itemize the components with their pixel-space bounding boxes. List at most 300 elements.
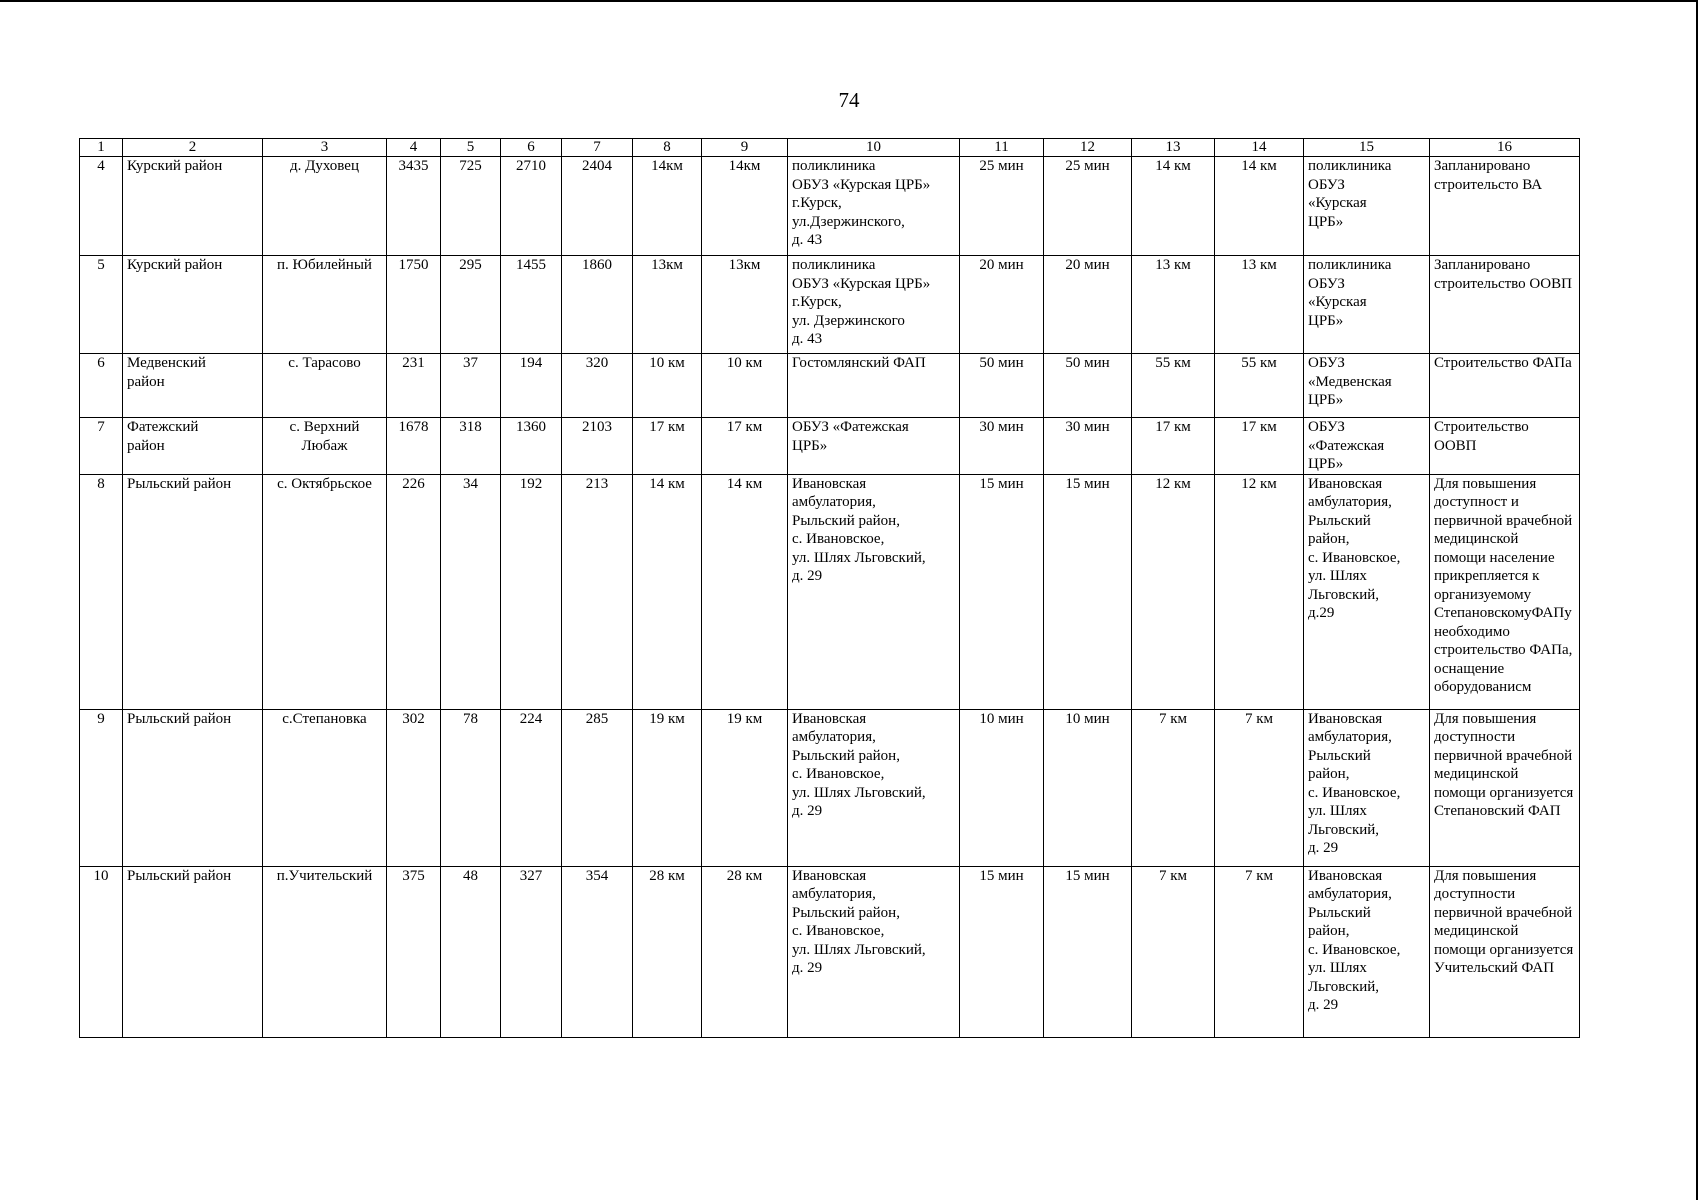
cell-line: 1360 [516, 419, 546, 435]
cell-line: первичной врачебной [1434, 512, 1573, 529]
cell-line: ул. Шлях [1308, 568, 1367, 584]
cell-line: 17 км [649, 419, 685, 435]
cell-nearest-facility [1304, 866, 1430, 1037]
cell-line: медицинской [1434, 766, 1519, 782]
cell-col-5 [441, 418, 501, 475]
cell-col-8 [633, 709, 702, 866]
cell-line: Степановский ФАП [1434, 803, 1561, 819]
data-table [79, 138, 1580, 1038]
cell-district [123, 418, 263, 475]
cell-line: 12 км [1241, 475, 1277, 492]
cell-line: 194 [519, 355, 543, 371]
cell-line: 14 км [1241, 158, 1277, 174]
cell-district [123, 866, 263, 1037]
cell-settlement [263, 157, 387, 256]
cell-col-6 [501, 256, 562, 354]
cell-district [123, 474, 263, 709]
cell-col-8 [633, 474, 702, 709]
cell-line: 12 км [1155, 475, 1191, 492]
cell-line: медицинской [1434, 531, 1519, 547]
cell-col-9 [702, 474, 788, 709]
cell-line: 17 км [1241, 419, 1277, 435]
cell-line: 30 мин [1065, 419, 1110, 435]
cell-col-8 [633, 256, 702, 354]
cell-line: 13 км [1241, 257, 1277, 273]
cell-line: Для повышения [1434, 867, 1537, 884]
cell-line: 55 км [1241, 355, 1277, 371]
cell-line: д. 43 [792, 331, 823, 347]
cell-line: 55 км [1155, 355, 1191, 371]
header-cell-11: 11 [960, 139, 1044, 157]
cell-line: «Медвенская [1308, 373, 1392, 390]
cell-col-6 [501, 157, 562, 256]
table-row [80, 418, 1580, 475]
cell-line: ЦРБ» [1308, 392, 1344, 408]
cell-planned-measures [1430, 418, 1580, 475]
cell-line: с. Ивановское, [1308, 784, 1401, 801]
cell-line: 50 мин [979, 355, 1024, 371]
cell-col-13 [1132, 418, 1215, 475]
cell-line: ОБУЗ [1308, 355, 1345, 371]
cell-row-number [80, 157, 123, 256]
cell-line: Рыльский район [127, 475, 232, 492]
cell-planned-measures [1430, 866, 1580, 1037]
cell-line: амбулатория, [792, 886, 876, 902]
header-cell-14: 14 [1215, 139, 1304, 157]
cell-line: 2710 [516, 158, 546, 174]
cell-line: 50 мин [1065, 355, 1110, 371]
cell-line: 10 км [649, 355, 685, 371]
cell-col-8 [633, 418, 702, 475]
cell-line: Строительство [1434, 419, 1529, 435]
cell-line: 224 [519, 710, 543, 727]
cell-nearest-facility [1304, 256, 1430, 354]
cell-planned-measures [1430, 256, 1580, 354]
cell-nearest-facility [1304, 709, 1430, 866]
cell-col-5 [441, 866, 501, 1037]
cell-col-13 [1132, 354, 1215, 418]
cell-line: Рыльский район [127, 867, 232, 884]
cell-col-9 [702, 866, 788, 1037]
cell-col-6 [501, 866, 562, 1037]
cell-line: Рыльский [1308, 747, 1371, 764]
cell-line: 13 км [1155, 257, 1191, 273]
header-cell-6: 6 [501, 139, 562, 157]
cell-line: Льговский, [1308, 821, 1380, 838]
cell-line: 8 [97, 475, 105, 492]
cell-line: с. Тарасово [288, 355, 361, 371]
cell-line: ул. Шлях Льговский, [792, 941, 926, 958]
cell-line: 13км [651, 257, 683, 273]
cell-district [123, 709, 263, 866]
cell-line: Льговский, [1308, 586, 1380, 603]
cell-line: 2103 [582, 419, 612, 435]
cell-line: 14км [728, 158, 761, 174]
cell-col-6 [501, 418, 562, 475]
cell-nearest-facility [1304, 354, 1430, 418]
cell-col-14 [1215, 709, 1304, 866]
cell-line: 1860 [582, 257, 612, 273]
cell-line: строительство ФАПа, [1434, 642, 1573, 658]
cell-col-8 [633, 866, 702, 1037]
cell-col-5 [441, 157, 501, 256]
cell-line: амбулатория, [1308, 729, 1392, 745]
cell-line: ООВП [1434, 437, 1477, 454]
cell-col-9 [702, 256, 788, 354]
header-cell-3: 3 [263, 139, 387, 157]
cell-line: д. 29 [792, 803, 823, 819]
cell-line: Ивановская [792, 475, 867, 492]
header-cell-5: 5 [441, 139, 501, 157]
cell-line: 20 мин [1065, 257, 1110, 273]
cell-line: 4 [97, 158, 105, 174]
cell-line: 7 км [1158, 710, 1188, 727]
cell-col-14 [1215, 256, 1304, 354]
cell-line: Курский район [127, 158, 223, 174]
page-number: 74 [838, 88, 860, 112]
cell-line: 15 мин [979, 867, 1024, 884]
header-cell-15: 15 [1304, 139, 1430, 157]
cell-line: д. 29 [1308, 997, 1339, 1013]
cell-col-12 [1044, 474, 1132, 709]
cell-line: с. Ивановское, [792, 923, 885, 939]
cell-col-8 [633, 157, 702, 256]
cell-line: 5 [97, 257, 105, 273]
cell-line: оснащение [1434, 660, 1505, 677]
cell-facility [788, 157, 960, 256]
cell-col-7 [562, 866, 633, 1037]
cell-line: 213 [585, 475, 609, 492]
cell-line: оборудованисм [1434, 679, 1532, 695]
cell-line: с. Ивановское, [792, 531, 885, 547]
cell-line: Ивановская [792, 867, 867, 884]
cell-col-4 [387, 256, 441, 354]
cell-line: «Курская [1308, 294, 1367, 310]
cell-line: 14 км [726, 475, 763, 492]
cell-line: строительсто ВА [1434, 176, 1543, 193]
cell-col-7 [562, 256, 633, 354]
header-cell-1: 1 [80, 139, 123, 157]
cell-col-7 [562, 418, 633, 475]
cell-line: ЦРБ» [1308, 312, 1344, 329]
cell-line: ОБУЗ [1308, 176, 1345, 193]
cell-line: Для повышения [1434, 710, 1537, 727]
cell-facility [788, 866, 960, 1037]
cell-line: ОБУЗ «Фатежская [792, 419, 909, 435]
cell-line: 295 [459, 257, 482, 273]
cell-line: помощи организуется [1434, 941, 1574, 958]
cell-col-12 [1044, 256, 1132, 354]
cell-line: Строительство ФАПа [1434, 355, 1572, 371]
cell-line: 3435 [398, 158, 429, 174]
cell-line: Запланировано [1434, 158, 1531, 174]
cell-line: 25 мин [1065, 158, 1110, 174]
cell-line: п. Юбилейный [277, 257, 372, 273]
cell-line: 192 [519, 475, 543, 492]
cell-line: 7 км [1158, 867, 1188, 884]
cell-facility [788, 354, 960, 418]
cell-col-4 [387, 709, 441, 866]
cell-col-9 [702, 418, 788, 475]
cell-col-13 [1132, 474, 1215, 709]
cell-line: Рыльский [1308, 904, 1371, 921]
cell-line: с.Степановка [282, 710, 367, 727]
cell-line: ОБУЗ «Курская ЦРБ» [792, 176, 931, 193]
cell-line: помощи организуется [1434, 784, 1574, 801]
cell-line: Рыльский район, [792, 747, 900, 764]
cell-col-11 [960, 256, 1044, 354]
cell-line: ОБУЗ «Курская ЦРБ» [792, 275, 931, 292]
cell-line: ЦРБ» [792, 437, 828, 454]
cell-line: д. 29 [792, 960, 823, 976]
cell-line: 17 км [726, 419, 763, 435]
cell-col-14 [1215, 157, 1304, 256]
cell-district [123, 157, 263, 256]
cell-col-13 [1132, 256, 1215, 354]
cell-line: 37 [463, 355, 478, 371]
cell-line: Рыльский район, [792, 512, 900, 529]
cell-col-12 [1044, 866, 1132, 1037]
cell-line: Льговский, [1308, 978, 1380, 995]
cell-col-7 [562, 157, 633, 256]
header-cell-2: 2 [123, 139, 263, 157]
cell-line: поликлиника [1308, 257, 1392, 273]
cell-line: амбулатория, [1308, 886, 1392, 902]
cell-line: ЦРБ» [1308, 456, 1344, 472]
cell-line: д.29 [1308, 605, 1335, 621]
cell-col-4 [387, 354, 441, 418]
cell-line: район, [1308, 923, 1350, 939]
cell-line: «Фатежская [1308, 437, 1385, 454]
cell-line: 1678 [398, 419, 429, 435]
scan-border-top [0, 0, 1698, 2]
cell-row-number [80, 709, 123, 866]
cell-col-5 [441, 354, 501, 418]
cell-line: д. 29 [792, 568, 823, 584]
cell-line: 28 км [649, 867, 685, 884]
cell-line: 19 км [649, 710, 685, 727]
cell-col-5 [441, 474, 501, 709]
cell-line: с. Ивановское, [1308, 549, 1401, 566]
cell-line: 10 [93, 867, 109, 884]
cell-line: 10 мин [1065, 710, 1110, 727]
cell-col-4 [387, 474, 441, 709]
cell-line: д. 43 [792, 232, 823, 248]
cell-line: 78 [463, 710, 478, 727]
cell-line: 30 мин [979, 419, 1024, 435]
cell-line: 7 км [1244, 710, 1274, 727]
cell-line: первичной врачебной [1434, 747, 1573, 764]
cell-line: район [127, 373, 165, 390]
cell-facility [788, 709, 960, 866]
cell-line: доступности [1434, 729, 1516, 745]
table-row [80, 354, 1580, 418]
cell-facility [788, 256, 960, 354]
table-row [80, 866, 1580, 1037]
cell-line: с. Октябрьское [277, 475, 372, 492]
cell-line: поликлиника [1308, 158, 1392, 174]
cell-line: 15 мин [1065, 867, 1110, 884]
cell-line: г.Курск, [792, 294, 842, 310]
table-row [80, 256, 1580, 354]
cell-line: ОБУЗ [1308, 419, 1345, 435]
cell-nearest-facility [1304, 157, 1430, 256]
cell-line: 34 [463, 475, 478, 492]
cell-col-14 [1215, 418, 1304, 475]
cell-line: 285 [585, 710, 609, 727]
cell-settlement [263, 709, 387, 866]
cell-line: Рыльский район, [792, 904, 900, 921]
cell-line: Ивановская [1308, 475, 1383, 492]
cell-col-11 [960, 709, 1044, 866]
cell-line: ул. Шлях Льговский, [792, 549, 926, 566]
header-cell-12: 12 [1044, 139, 1132, 157]
cell-line: Медвенский [127, 355, 206, 371]
cell-line: 19 км [726, 710, 763, 727]
cell-line: «Курская [1308, 195, 1367, 211]
cell-line: с. Верхний [289, 419, 360, 435]
cell-district [123, 256, 263, 354]
cell-col-12 [1044, 354, 1132, 418]
cell-line: Курский район [127, 257, 223, 273]
cell-col-11 [960, 474, 1044, 709]
cell-row-number [80, 256, 123, 354]
cell-col-13 [1132, 709, 1215, 866]
cell-line: 354 [585, 867, 609, 884]
table-row [80, 157, 1580, 256]
cell-line: организуемому [1434, 586, 1532, 603]
cell-line: ул. Дзержинского [792, 312, 905, 329]
cell-line: 17 км [1155, 419, 1191, 435]
header-cell-7: 7 [562, 139, 633, 157]
cell-line: ул. Шлях Льговский, [792, 784, 926, 801]
cell-line: 20 мин [979, 257, 1024, 273]
cell-col-6 [501, 709, 562, 866]
cell-col-9 [702, 157, 788, 256]
cell-planned-measures [1430, 354, 1580, 418]
cell-line: Рыльский район [127, 710, 232, 727]
cell-line: Ивановская [1308, 710, 1383, 727]
cell-line: 231 [402, 355, 425, 371]
cell-col-13 [1132, 157, 1215, 256]
cell-line: Для повышения [1434, 475, 1537, 492]
cell-col-7 [562, 354, 633, 418]
cell-line: 10 мин [979, 710, 1024, 727]
cell-line: амбулатория, [1308, 494, 1392, 510]
cell-col-6 [501, 474, 562, 709]
cell-col-8 [633, 354, 702, 418]
cell-line: д. 29 [1308, 840, 1339, 856]
cell-line: Учительский ФАП [1434, 960, 1555, 976]
cell-col-4 [387, 157, 441, 256]
cell-col-12 [1044, 418, 1132, 475]
cell-line: 48 [463, 867, 478, 884]
cell-line: Ивановская [792, 710, 867, 727]
cell-planned-measures [1430, 474, 1580, 709]
cell-line: Запланировано [1434, 257, 1531, 273]
cell-line: 14 км [649, 475, 685, 492]
cell-col-5 [441, 709, 501, 866]
cell-line: 6 [97, 355, 105, 371]
cell-line: район [127, 437, 165, 454]
cell-line: район, [1308, 766, 1350, 782]
cell-line: прикрепляется к [1434, 568, 1540, 584]
cell-col-4 [387, 418, 441, 475]
header-cell-16: 16 [1430, 139, 1580, 157]
cell-line: Фатежский [127, 419, 199, 435]
cell-line: 10 км [726, 355, 763, 371]
cell-col-11 [960, 157, 1044, 256]
cell-line: амбулатория, [792, 729, 876, 745]
cell-line: 327 [519, 867, 543, 884]
cell-line: СтепановскомуФАПу [1434, 605, 1572, 621]
cell-col-11 [960, 354, 1044, 418]
cell-line: медицинской [1434, 923, 1519, 939]
cell-line: Любаж [301, 437, 348, 454]
cell-line: 302 [402, 710, 425, 727]
table-row [80, 709, 1580, 866]
cell-line: ЦРБ» [1308, 213, 1344, 230]
cell-row-number [80, 866, 123, 1037]
cell-line: 25 мин [979, 158, 1024, 174]
cell-col-14 [1215, 866, 1304, 1037]
cell-line: п.Учительский [276, 867, 373, 884]
cell-row-number [80, 354, 123, 418]
cell-line: Рыльский [1308, 512, 1371, 529]
cell-facility [788, 474, 960, 709]
cell-settlement [263, 354, 387, 418]
cell-line: поликлиника [792, 257, 876, 273]
cell-col-14 [1215, 354, 1304, 418]
header-cell-13: 13 [1132, 139, 1215, 157]
cell-col-7 [562, 474, 633, 709]
cell-line: 7 км [1244, 867, 1274, 884]
cell-col-13 [1132, 866, 1215, 1037]
cell-line: 320 [585, 355, 609, 371]
cell-line: с. Ивановское, [1308, 941, 1401, 958]
cell-settlement [263, 418, 387, 475]
cell-planned-measures [1430, 709, 1580, 866]
cell-line: необходимо [1434, 623, 1510, 640]
cell-line: доступности [1434, 886, 1516, 902]
header-cell-8: 8 [633, 139, 702, 157]
cell-col-9 [702, 709, 788, 866]
cell-col-6 [501, 354, 562, 418]
table-row [80, 474, 1580, 709]
cell-line: 2404 [582, 158, 612, 174]
cell-district [123, 354, 263, 418]
header-cell-4: 4 [387, 139, 441, 157]
cell-line: 13км [728, 257, 761, 273]
cell-line: 226 [402, 475, 425, 492]
cell-col-5 [441, 256, 501, 354]
cell-line: ОБУЗ [1308, 275, 1345, 292]
cell-settlement [263, 256, 387, 354]
header-cell-10: 10 [788, 139, 960, 157]
cell-line: помощи население [1434, 549, 1555, 566]
cell-line: поликлиника [792, 158, 876, 174]
cell-nearest-facility [1304, 474, 1430, 709]
cell-line: 7 [97, 419, 105, 435]
cell-line: 9 [97, 710, 105, 727]
cell-col-4 [387, 866, 441, 1037]
cell-line: 14 км [1155, 158, 1191, 174]
cell-line: 375 [402, 867, 425, 884]
cell-line: 318 [459, 419, 482, 435]
cell-line: район, [1308, 531, 1350, 547]
cell-line: с. Ивановское, [792, 766, 885, 782]
cell-line: 14км [651, 158, 683, 174]
